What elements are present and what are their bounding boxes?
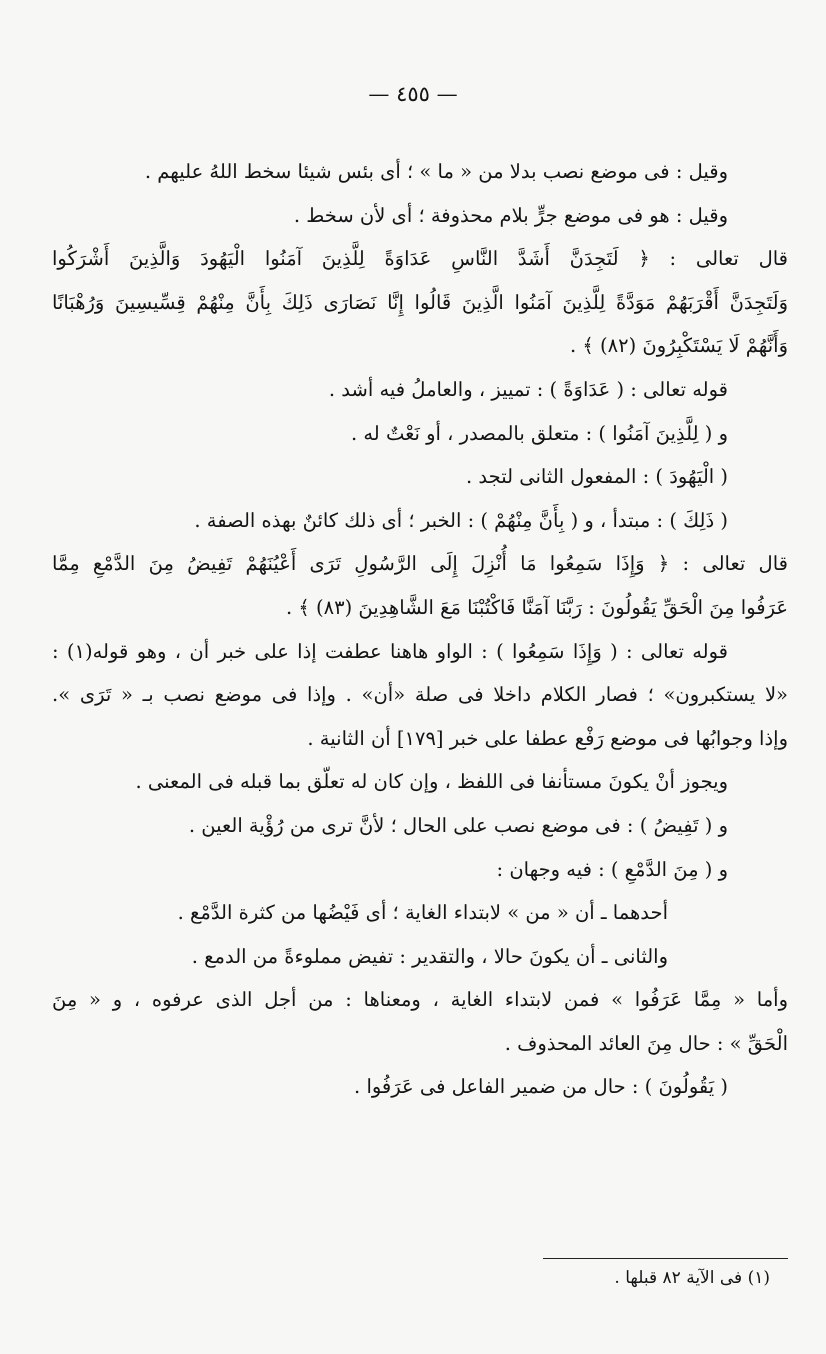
text-line: وأما « مِمَّا عَرَفُوا » فمن لابتداء الغاية ، ومعناها : من أجل الذى عرفوه ، و « مِنَ — [52, 988, 788, 1012]
text-line: قوله تعالى : ( عَدَاوَةً ) : تمييز ، والعاملُ فيه أشد . — [328, 377, 728, 401]
text-line: ( يَقُولُونَ ) : حال من ضمير الفاعل فى عَرَفُوا . — [354, 1075, 728, 1099]
text-line: ( ذَلِكَ ) : مبتدأ ، و ( بِأَنَّ مِنْهُمْ ) : الخبر ؛ أى ذلك كائنٌ بهذه الصفة . — [194, 508, 728, 532]
text-line: وَلَتَجِدَنَّ أَقْرَبَهُمْ مَوَدَّةً لِلَّذِينَ آمَنُوا الَّذِينَ قَالُوا إِنَّا نَصَارَى ذَلِكَ بِأَنَّ مِنْهُمْ قِسِّيسِينَ وَرُهْبَانًا — [52, 290, 788, 314]
text-line: عَرَفُوا مِنَ الْحَقِّ يَقُولُونَ : رَبَّنَا آمَنَّا فَاكْتُبْنَا مَعَ الشَّاهِدِينَ (٨٣) ﴾ . — [286, 595, 788, 619]
footnote-divider — [543, 1258, 788, 1259]
text-line: و ( تَفِيضُ ) : فى موضع نصب على الحال ؛ لأنَّ ترى من رُؤْية العين . — [188, 813, 728, 837]
text-line: «لا يستكبرون» ؛ فصار الكلام داخلا فى صلة «أن» . وإذا فى موضع نصب بـ « تَرَى ». — [52, 683, 788, 707]
text-line: قال تعالى : ﴿ لَتَجِدَنَّ أَشَدَّ النَّاسِ عَدَاوَةً لِلَّذِينَ آمَنُوا الْيَهُودَ وَالَّذِينَ أَشْرَكُوا — [52, 247, 788, 271]
text-line: قال تعالى : ﴿ وَإِذَا سَمِعُوا مَا أُنْزِلَ إِلَى الرَّسُولِ تَرَى أَعْيُنَهُمْ تَفِيضُ مِنَ الدَّمْعِ مِمَّا — [52, 552, 788, 576]
text-line: قوله تعالى : ( وَإِذَا سَمِعُوا ) : الواو هاهنا عطفت إذا على خبر أن ، وهو قوله(١) : — [52, 639, 728, 663]
footnote: (١) فى الآية ٨٢ قبلها . — [614, 1268, 770, 1288]
text-line: و ( لِلَّذِينَ آمَنُوا ) : متعلق بالمصدر ، أو نَعْتٌ له . — [350, 421, 728, 445]
text-line: ويجوز أنْ يكونَ مستأنفا فى اللفظ ، وإن كان له تعلّق بما قبله فى المعنى . — [135, 770, 728, 794]
text-line: وقيل : هو فى موضع جرٍّ بلام محذوفة ؛ أى لأن سخط . — [293, 203, 728, 227]
text-line: وَأَنَّهُمْ لَا يَسْتَكْبِرُونَ (٨٢) ﴾ . — [569, 334, 788, 358]
text-line: وإذا وجوابُها فى موضع رَفْع عطفا على خبر [١٧٩] أن الثانية . — [307, 726, 788, 750]
text-line: الْحَقِّ » : حال مِنَ العائد المحذوف . — [504, 1031, 788, 1055]
text-line: أحدهما ـ أن « من » لابتداء الغاية ؛ أى فَيْضُها من كثرة الدَّمْع . — [177, 901, 668, 925]
text-line: وقيل : فى موضع نصب بدلا من « ما » ؛ أى بئس شيئا سخط اللهُ عليهم . — [144, 160, 728, 183]
text-line: والثانى ـ أن يكونَ حالا ، والتقدير : تفيض مملوءةً من الدمع . — [191, 944, 668, 968]
text-line: ( الْيَهُودَ ) : المفعول الثانى لتجد . — [465, 465, 728, 489]
page-number: — ٤٥٥ — — [368, 82, 458, 106]
text-line: و ( مِنَ الدَّمْعِ ) : فيه وجهان : — [496, 857, 728, 881]
body-text — [52, 150, 788, 1109]
